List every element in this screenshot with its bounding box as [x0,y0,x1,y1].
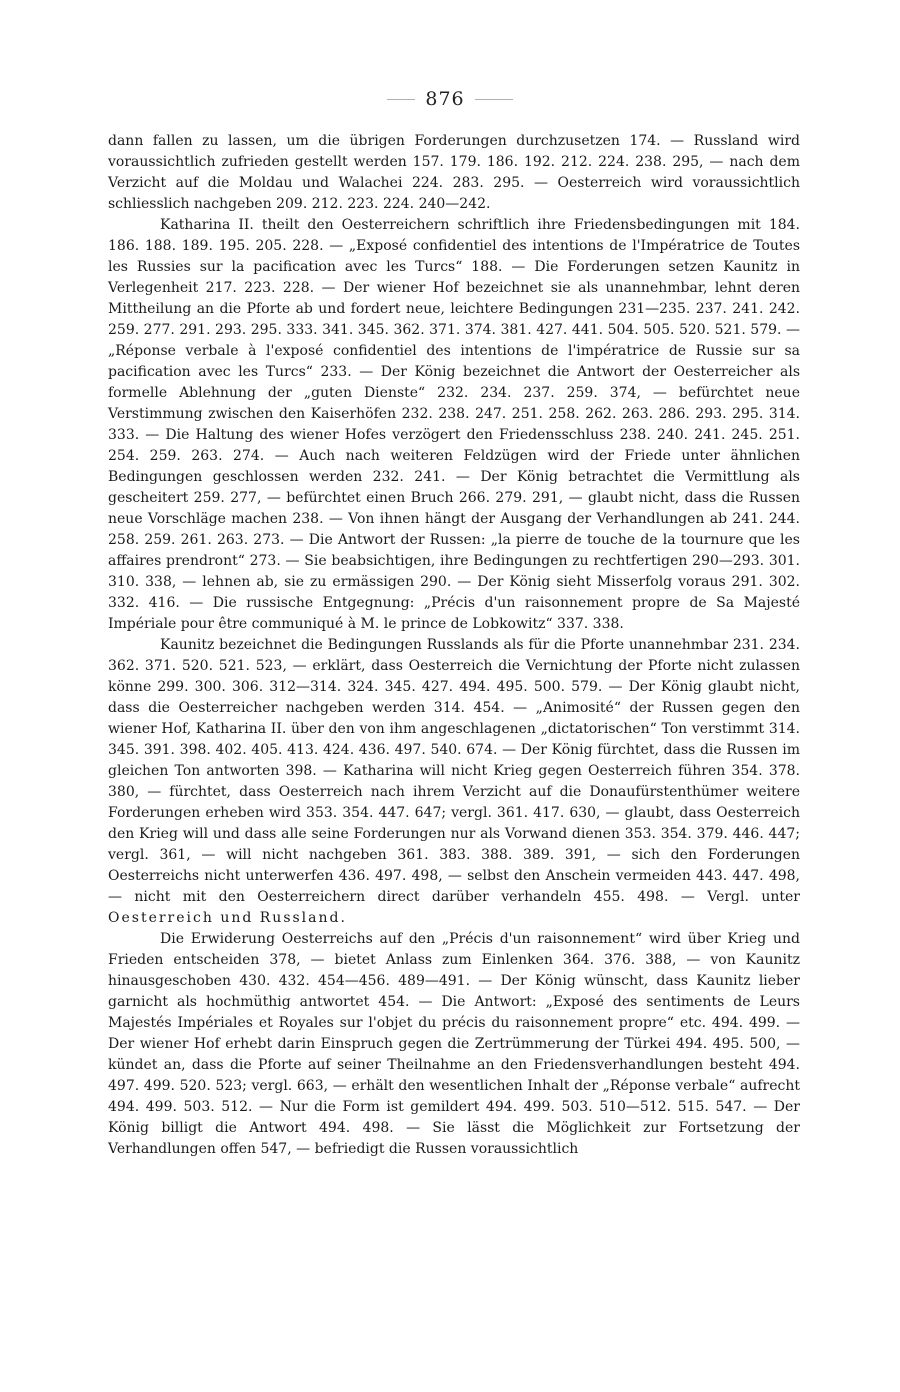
paragraph-text: Kaunitz bezeichnet die Bedingungen Russlands als für die Pforte unannehmbar 231. 234. 362. 371. 520. 521. 523, — erklärt, dass Oesterreich die Vernichtung der Pforte nicht zulassen könne 299. 300. 306. 312—314. 324. 345. 427. 494. 495. 500. 579. — Der König glaubt nicht, dass die Oesterreicher nachgeben werden 314. 454. — „Animosité“ der Russen gegen den wiener Hof, Katharina II. über den von ihm angeschlagenen „dictatorischen“ Ton verstimmt 314. 345. 391. 398. 402. 405. 413. 424. 436. 497. 540. 674. — Der König fürchtet, dass die Russen im gleichen Ton antworten 398. — Katharina will nicht Krieg gegen Oesterreich führen 354. 378. 380, — fürchtet, dass Oesterreich nach ihrem Verzicht auf die Donaufürstenthümer weitere Forderungen erheben wird 353. 354. 447. 647; vergl. 361. 417. 630, — glaubt, dass Oesterreich den Krieg will und dass alle seine Forderungen nur als Vorwand dienen 353. 354. 379. 446. 447; vergl. 361, — will nicht nachgeben 361. 383. 388. 389. 391, — sich den Forderungen Oesterreichs nicht unterwerfen 436. 497. 498, — selbst den Anschein vermeiden 443. 447. 498, — nicht mit den Oesterreichern direct darüber verhandeln 455. 498. — Vergl. unter [108,637,800,905]
paragraph-1 [108,131,800,215]
page-header [0,84,900,114]
header-rule-right [475,99,513,100]
paragraph-text: Katharina II. theilt den Oesterreichern schriftlich ihre Friedensbedingungen mit 184. 186. 188. 189. 195. 205. 228. — „Exposé confidentiel des intentions de l'Impératrice de Toutes les Russies sur la pacification avec les Turcs“ 188. — Die Forderungen setzen Kaunitz in Verlegenheit 217. 223. 228. — Der wiener Hof bezeichnet sie als unannehmbar, lehnt deren Mittheilung an die Pforte ab und fordert neue, leichtere Bedingungen 231—235. 237. 241. 242. 259. 277. 291. 293. 295. 333. 341. 345. 362. 371. 374. 381. 427. 441. 504. 505. 520. 521. 579. — „Réponse verbale à l'exposé confidentiel des intentions de l'impératrice de Russie sur sa pacification avec les Turcs“ 233. — Der König bezeichnet die Antwort der Oesterreicher als formelle Ablehnung der „guten Dienste“ 232. 234. 237. 259. 374, — befürchtet neue Verstimmung zwischen den Kaiserhöfen 232. 238. 247. 251. 258. 262. 263. 286. 293. 295. 314. 333. — Die Haltung des wiener Hofes verzögert den Friedensschluss 238. 240. 241. 245. 251. 254. 259. 263. 274. — Auch nach weiteren Feldzügen wird der Friede unter ähnlichen Bedingungen geschlossen werden 232. 241. — Der König betrachtet die Vermittlung als gescheitert 259. 277, — befürchtet einen Bruch 266. 279. 291, — glaubt nicht, dass die Russen neue Vorschläge machen 238. — Von ihnen hängt der Ausgang der Verhandlungen ab 241. 244. 258. 259. 261. 263. 273. — Die Antwort der Russen: „la pierre de touche de la tournure que les affaires prendront“ 273. — Sie beabsichtigen, ihre Bedingungen zu rechtfertigen 290—293. 301. 310. 338, — lehnen ab, sie zu ermässigen 290. — Der König sieht Misserfolg voraus 291. 302. 332. 416. — Die russische Entgegnung: „Précis d'un raisonnement propre de Sa Majesté Impériale pour être communiqué à M. le prince de Lobkowitz“ 337. 338. [108,217,800,632]
spaced-reference: Oesterreich und Russland. [108,910,347,926]
paragraph-text: dann fallen zu lassen, um die übrigen Forderungen durchzusetzen 174. — Russland wird voraussichtlich zufrieden gestellt werden 157. 179. 186. 192. 212. 224. 238. 295, — nach dem Verzicht auf die Moldau und Walachei 224. 283. 295. — Oesterreich wird voraussichtlich schliesslich nachgeben 209. 212. 223. 224. 240—242. [108,133,800,212]
paragraph-4 [108,929,800,1160]
index-text [108,131,800,1160]
paragraph-3 [108,635,800,929]
paragraph-2 [108,215,800,635]
paragraph-text: Die Erwiderung Oesterreichs auf den „Précis d'un raisonnement“ wird über Krieg und Frieden entscheiden 378, — bietet Anlass zum Einlenken 364. 376. 388, — von Kaunitz hinausgeschoben 430. 432. 454—456. 489—491. — Der König wünscht, dass Kaunitz lieber garnicht als hochmüthig antwortet 454. — Die Antwort: „Exposé des sentiments de Leurs Majestés Impériales et Royales sur l'objet du précis du raisonnement propre“ etc. 494. 499. — Der wiener Hof erhebt darin Einspruch gegen die Zertrümmerung der Türkei 494. 495. 500, — kündet an, dass die Pforte auf seiner Theilnahme an den Friedensverhandlungen besteht 494. 497. 499. 520. 523; vergl. 663, — erhält den wesentlichen Inhalt der „Réponse verbale“ aufrecht 494. 499. 503. 512. — Nur die Form ist gemildert 494. 499. 503. 510—512. 515. 547. — Der König billigt die Antwort 494. 498. — Sie lässt die Möglichkeit zur Fortsetzung der Verhandlungen offen 547, — befriedigt die Russen voraussichtlich [108,931,800,1157]
page-number: 876 [425,88,465,110]
header-rule-left [387,99,415,100]
